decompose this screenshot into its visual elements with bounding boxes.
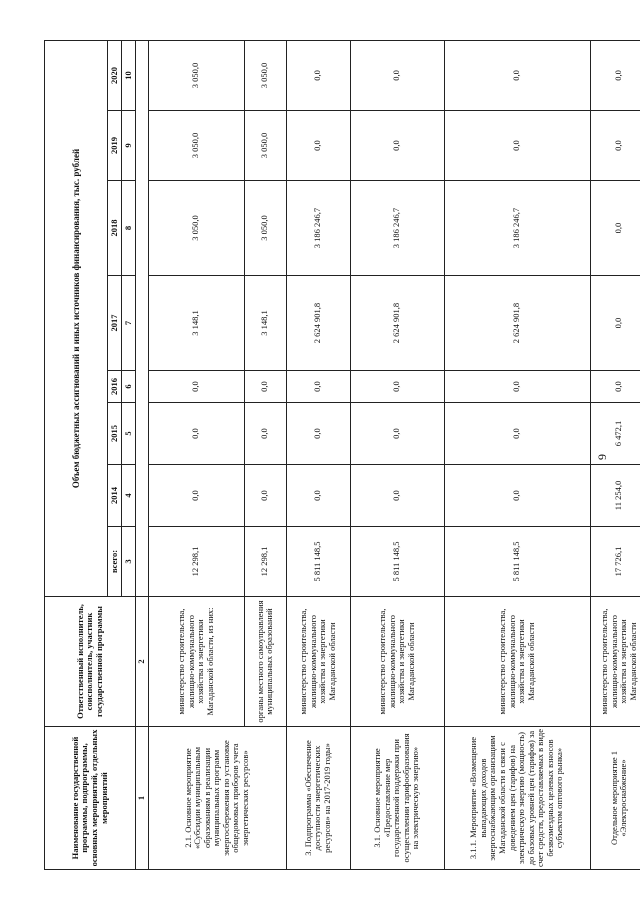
column-number: 9 — [122, 111, 136, 181]
value-total: 5 811 148,5 — [286, 527, 350, 597]
value-2014: 11 254,0 — [590, 465, 640, 527]
spacer — [136, 40, 149, 596]
value-2016: 0,0 — [244, 371, 286, 403]
value-2015: 0,0 — [148, 403, 244, 465]
table-row — [286, 40, 350, 869]
value-2017: 2 624 901,8 — [350, 276, 444, 371]
value-2020: 3 050,0 — [244, 40, 286, 110]
header-name-column: Наименование государственной программы, подпрограммы, основных мероприятий, отдельных мероприятий — [45, 727, 136, 870]
value-2018: 0,0 — [590, 181, 640, 276]
value-2014: 0,0 — [350, 465, 444, 527]
row-executor: министерство строительства, жилищно-коммунального хозяйства и энергетики Магаданской области — [350, 597, 444, 727]
value-2019: 3 050,0 — [148, 111, 244, 181]
value-2017: 2 624 901,8 — [286, 276, 350, 371]
value-2017: 3 148,1 — [148, 276, 244, 371]
value-2015: 6 472,1 — [590, 403, 640, 465]
column-number: 7 — [122, 276, 136, 371]
value-total: 5 811 148,5 — [350, 527, 444, 597]
value-2014: 0,0 — [286, 465, 350, 527]
row-name: 3.1. Основное мероприятие «Предоставление мер государственной поддержки при осуществлении тарифообразования на электрическую энергию» — [350, 727, 444, 870]
row-executor: министерство строительства, жилищно-коммунального хозяйства и энергетики Магаданской области — [286, 597, 350, 727]
value-2014: 0,0 — [244, 465, 286, 527]
value-2016: 0,0 — [590, 371, 640, 403]
funding-table — [44, 40, 640, 870]
table-row — [444, 40, 590, 869]
row-executor: министерство строительства, жилищно-коммунального хозяйства и энергетики Магаданской области, из них: — [148, 597, 244, 727]
column-number: 6 — [122, 371, 136, 403]
value-2019: 0,0 — [286, 111, 350, 181]
table-row — [590, 40, 640, 869]
value-2014: 0,0 — [444, 465, 590, 527]
header-executor-column: Ответственный исполнитель, соисполнитель, участник государственной программы — [45, 597, 136, 727]
header-year: 2014 — [108, 465, 122, 527]
column-number: 4 — [122, 465, 136, 527]
header-year: 2020 — [108, 40, 122, 110]
header-year: 2017 — [108, 276, 122, 371]
header-row — [45, 40, 108, 869]
value-2015: 0,0 — [286, 403, 350, 465]
value-2019: 0,0 — [590, 111, 640, 181]
value-2019: 0,0 — [444, 111, 590, 181]
value-2019: 0,0 — [350, 111, 444, 181]
row-executor: министерство строительства, жилищно-коммунального хозяйства и энергетики Магаданской области — [590, 597, 640, 727]
value-2020: 0,0 — [590, 40, 640, 110]
value-2014: 0,0 — [148, 465, 244, 527]
header-year: 2018 — [108, 181, 122, 276]
value-2020: 0,0 — [444, 40, 590, 110]
value-total: 17 726,1 — [590, 527, 640, 597]
value-2019: 3 050,0 — [244, 111, 286, 181]
row-name: 3. Подпрограмма «Обеспечение доступности энергетических ресурсов» на 2017-2019 годы» — [286, 727, 350, 870]
row-name: Отдельное мероприятие 1 «Электроснабжение» — [590, 727, 640, 870]
value-2020: 3 050,0 — [148, 40, 244, 110]
value-2020: 0,0 — [350, 40, 444, 110]
page-number: 9 — [595, 454, 609, 460]
value-total: 12 298,1 — [148, 527, 244, 597]
value-2016: 0,0 — [444, 371, 590, 403]
row-name: 3.1.1. Мероприятие «Возмещение выпадающих доходов энергоснабжающим организациям Магаданской области в связи с доведением цен (тарифов) на электрическую энергию (мощность) до базовых уровней цен (тарифов) за счет средств, предоставляемых в виде безвозмездных целевых взносов субъектом оптового рынка» — [444, 727, 590, 870]
value-2017: 2 624 901,8 — [444, 276, 590, 371]
value-2018: 3 050,0 — [148, 181, 244, 276]
value-2016: 0,0 — [350, 371, 444, 403]
value-total: 5 811 148,5 — [444, 527, 590, 597]
value-2015: 0,0 — [350, 403, 444, 465]
value-2015: 0,0 — [244, 403, 286, 465]
value-2018: 3 050,0 — [244, 181, 286, 276]
value-2018: 3 186 246,7 — [350, 181, 444, 276]
column-number: 8 — [122, 181, 136, 276]
row-name: 2.1. Основное мероприятие «Субсидии муниципальным образованиям в реализации муниципальных программ энергосбережения по установке общедомовых приборов учета энергетических ресурсов» — [148, 727, 286, 870]
value-2016: 0,0 — [286, 371, 350, 403]
column-number: 1 — [136, 727, 149, 870]
header-funding-column: Объем бюджетных ассигнований и иных источников финансирования, тыс. рублей — [45, 40, 108, 596]
table-row — [350, 40, 444, 869]
value-2018: 3 186 246,7 — [444, 181, 590, 276]
value-2015: 0,0 — [444, 403, 590, 465]
header-year: 2016 — [108, 371, 122, 403]
value-2017: 0,0 — [590, 276, 640, 371]
table-row — [148, 40, 244, 869]
row-executor: органы местного самоуправления муниципальных образований — [244, 597, 286, 727]
value-total: 12 298,1 — [244, 527, 286, 597]
column-numbers-row-main — [136, 40, 149, 869]
column-number: 3 — [122, 527, 136, 597]
header-year: 2015 — [108, 403, 122, 465]
header-year: 2019 — [108, 111, 122, 181]
column-number: 2 — [136, 597, 149, 727]
row-executor: министерство строительства, жилищно-коммунального хозяйства и энергетики Магаданской области — [444, 597, 590, 727]
value-2020: 0,0 — [286, 40, 350, 110]
value-2018: 3 186 246,7 — [286, 181, 350, 276]
header-total: всего: — [108, 527, 122, 597]
column-number: 5 — [122, 403, 136, 465]
value-2016: 0,0 — [148, 371, 244, 403]
column-number: 10 — [122, 40, 136, 110]
value-2017: 3 148,1 — [244, 276, 286, 371]
